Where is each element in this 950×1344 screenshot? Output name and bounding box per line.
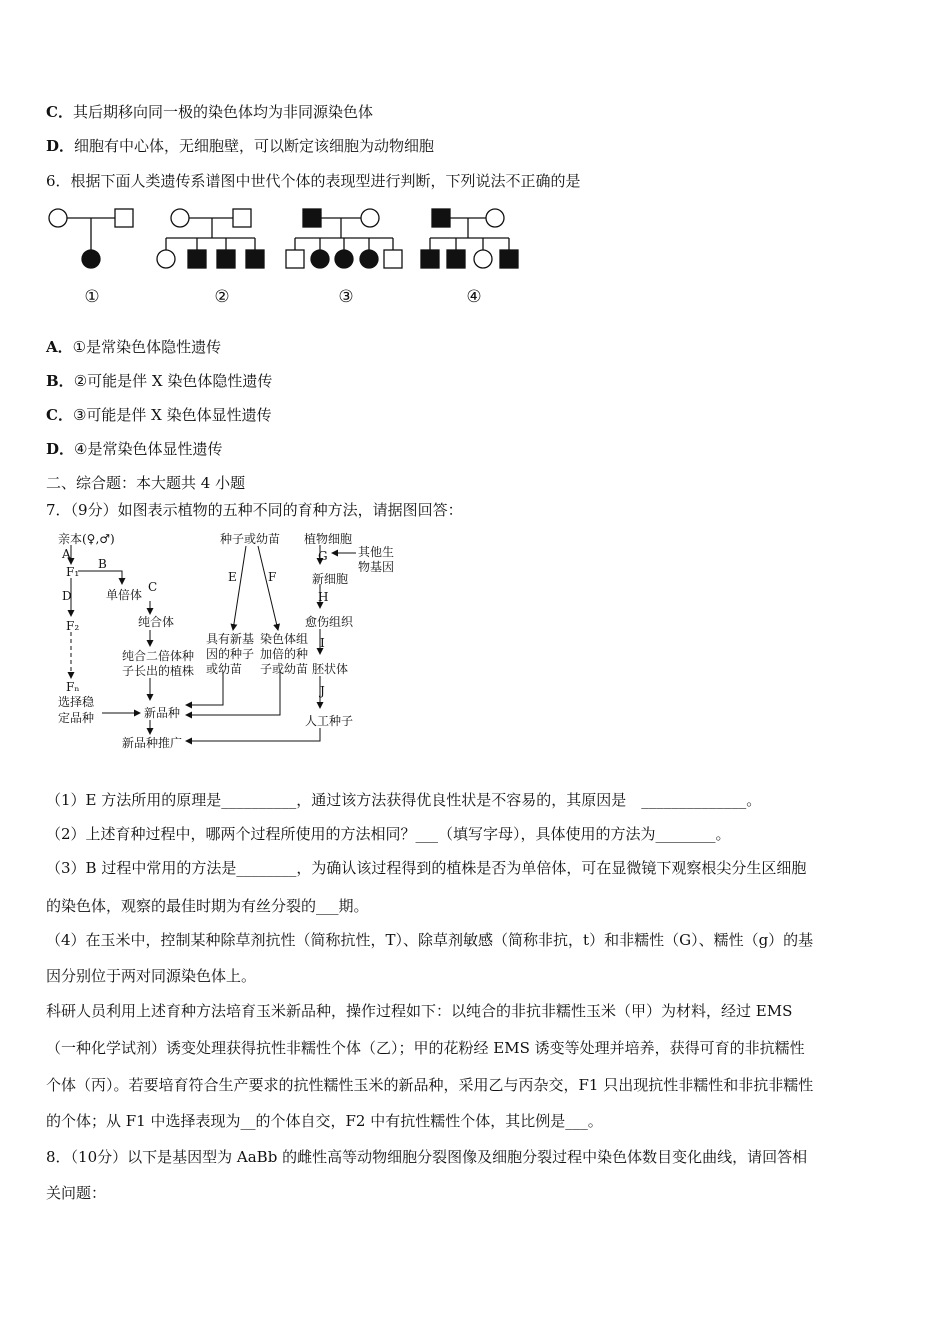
diagram-label: I: [320, 636, 325, 650]
diagram-label: C: [148, 580, 158, 594]
diagram-label: F₁: [66, 565, 80, 579]
q8-stem-line2: 关问题：: [46, 1184, 107, 1202]
diagram-label: 加倍的种: [260, 647, 309, 661]
diagram-label: 人工种子: [305, 714, 354, 728]
diagram-label: 染色体组: [260, 632, 309, 646]
q7-stem: 7．（9分）如图表示植物的五种不同的育种方法，请据图回答：: [46, 501, 463, 519]
q7-sub4-line1: （4）在玉米中，控制某种除草剂抗性（简称抗性，T）、除草剂敏感（简称非抗，t）和非糯性（G）、糯性（g）的基: [46, 931, 814, 949]
q7-sub2: （2）上述育种过程中，哪两个过程所使用的方法相同？___（填写字母），具体使用的方法为________。: [46, 825, 731, 843]
diagram-label: 或幼苗: [206, 662, 243, 676]
q6-option-a: [46, 337, 221, 357]
diagram-label: E: [228, 570, 237, 584]
q6-option-b: [46, 371, 272, 391]
breeding-diagram: [50, 528, 410, 756]
option-c-prev: [46, 102, 373, 122]
pedigree-figure: [40, 196, 540, 314]
diagram-label: 定品种: [58, 711, 95, 725]
diagram-label: 具有新基: [206, 632, 255, 646]
pedigree-label: ①: [84, 287, 100, 307]
section-title: 二、综合题：本大题共 4 小题: [46, 474, 246, 492]
diagram-label: 愈伤组织: [305, 615, 354, 629]
diagram-label: 新品种: [144, 706, 181, 720]
diagram-label: 单倍体: [106, 588, 143, 602]
diagram-label: 纯合二倍体种: [122, 649, 195, 663]
diagram-label: 植物细胞: [304, 532, 353, 546]
q7-sub4-line2: 因分别位于两对同源染色体上。: [46, 967, 257, 985]
q8-stem-line1: 8．（10分）以下是基因型为 AaBb 的雌性高等动物细胞分裂图像及细胞分裂过程中染色体数目变化曲线，请回答相: [46, 1148, 808, 1166]
q6-option-d: [46, 439, 222, 459]
diagram-label: 因的种子: [206, 647, 255, 661]
q6-option-c: [46, 405, 272, 425]
option-letter: D．: [46, 137, 75, 155]
diagram-label: H: [318, 590, 329, 604]
diagram-label: G: [318, 549, 328, 563]
diagram-label: D: [62, 589, 72, 603]
option-text: ②可能是伴 X 染色体隐性遗传: [73, 372, 273, 390]
option-text: ①是常染色体隐性遗传: [72, 338, 222, 356]
option-letter: C．: [46, 406, 73, 424]
option-text: ③可能是伴 X 染色体显性遗传: [72, 406, 272, 424]
diagram-label: 新细胞: [312, 572, 349, 586]
q7-para-line1: 科研人员利用上述育种方法培育玉米新品种，操作过程如下：以纯合的非抗非糯性玉米（甲）为材料，经过 EMS: [46, 1002, 793, 1020]
q6-stem: 6．根据下面人类遗传系谱图中世代个体的表现型进行判断，下列说法不正确的是: [46, 172, 581, 190]
option-letter: D．: [46, 440, 75, 458]
diagram-label: 胚状体: [312, 662, 349, 676]
q7-para-line4: 的个体；从 F1 中选择表现为__的个体自交，F2 中有抗性糯性个体，其比例是___。: [46, 1112, 603, 1130]
option-text: ④是常染色体显性遗传: [74, 440, 223, 458]
diagram-label: 其他生: [358, 545, 395, 559]
option-letter: B．: [46, 372, 74, 390]
diagram-label: J: [320, 684, 325, 698]
q7-sub3-line2: 的染色体，观察的最佳时期为有丝分裂的___期。: [46, 897, 369, 915]
option-d-prev: [46, 136, 434, 156]
diagram-label: A: [62, 547, 71, 561]
q7-para-line3: 个体（丙）。若要培育符合生产要求的抗性糯性玉米的新品种，采用乙与丙杂交，F1 只出现抗性非糯性和非抗非糯性: [46, 1076, 814, 1094]
diagram-label: F₂: [66, 619, 80, 633]
option-letter: A．: [46, 338, 73, 356]
option-text: 细胞有中心体，无细胞壁，可以断定该细胞为动物细胞: [74, 137, 435, 155]
pedigree-label: ③: [338, 287, 354, 307]
diagram-label: 子长出的植株: [122, 664, 195, 678]
pedigree-label: ②: [214, 287, 230, 307]
diagram-label: 种子或幼苗: [220, 532, 281, 546]
diagram-label: 子或幼苗: [260, 662, 309, 676]
diagram-label: 亲本(♀,♂): [58, 532, 115, 546]
q7-sub3-line1: （3）B 过程中常用的方法是________，为确认该过程得到的植株是否为单倍体，可在显微镜下观察根尖分生区细胞: [46, 859, 807, 877]
q7-sub1: （1）E 方法所用的原理是__________，通过该方法获得优良性状是不容易的，其原因是 ______________。: [46, 791, 762, 809]
diagram-label: 纯合体: [138, 615, 175, 629]
diagram-label: Fₙ: [66, 680, 80, 694]
diagram-label: F: [268, 570, 277, 584]
option-text: 其后期移向同一极的染色体均为非同源染色体: [72, 103, 373, 121]
q7-para-line2: （一种化学试剂）诱变处理获得抗性非糯性个体（乙）；甲的花粉经 EMS 诱变等处理并培养，获得可育的非抗糯性: [46, 1039, 805, 1057]
diagram-label: 物基因: [358, 560, 395, 574]
diagram-label: 选择稳: [58, 695, 95, 709]
diagram-label: 新品种推广: [122, 736, 183, 750]
option-letter: C．: [46, 103, 73, 121]
diagram-label: B: [98, 557, 107, 571]
pedigree-label: ④: [466, 287, 482, 307]
